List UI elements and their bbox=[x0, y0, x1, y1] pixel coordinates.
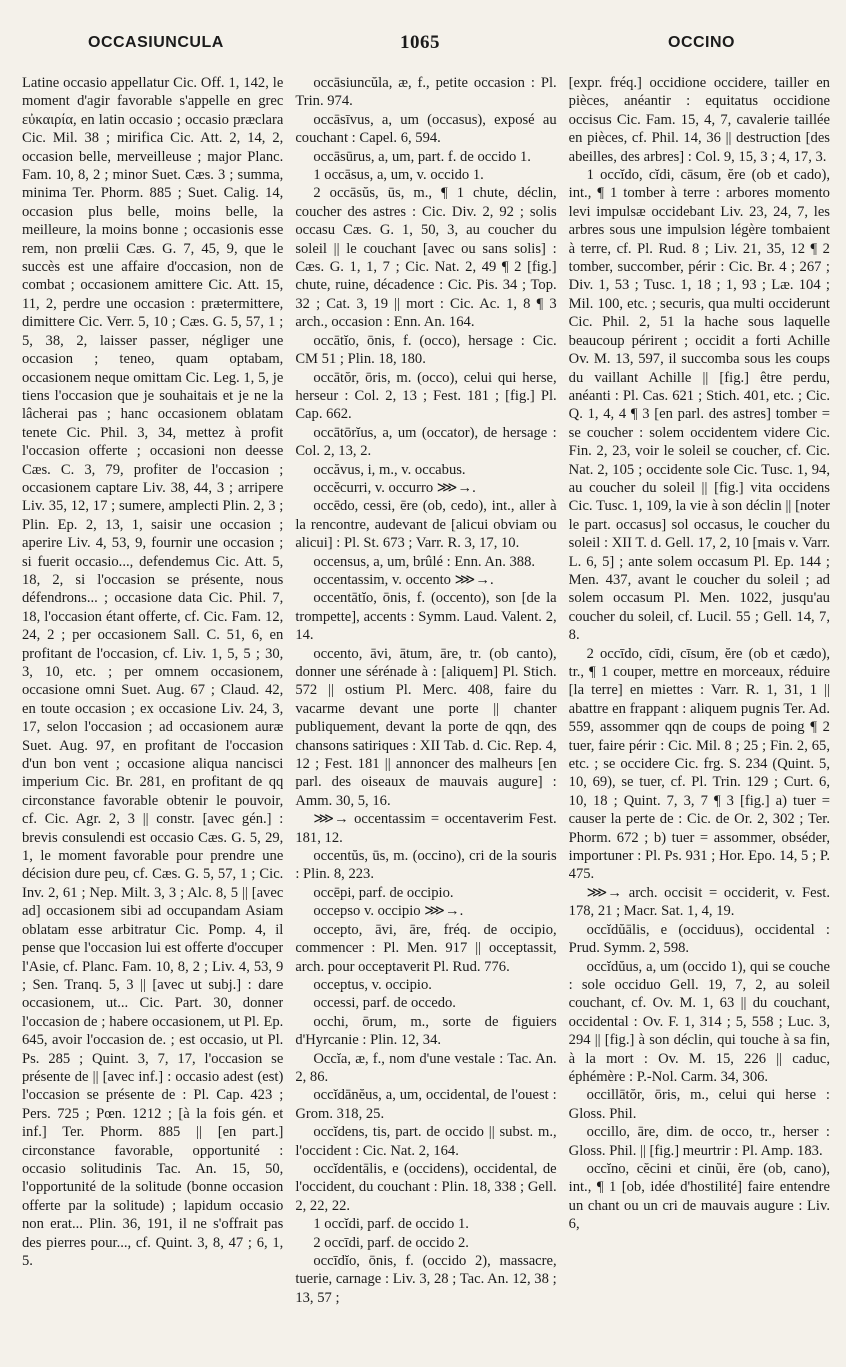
dictionary-entry: Latine occasio appellatur Cic. Off. 1, 142, le moment d'agir favorable s'appelle en grec εὐκαιρία, en latin occasio ; occasio præclara Cic. Mil. 38 ; mirifica Cic. Att. 2, 14, 2, occasion belle, merveilleuse ; major Planc. Fam. 10, 8, 2 ; minor Suet. Cæs. 3 ; summa, minima Ter. Phorm. 885 ; Suet. Calig. 14, occasion plus belle, moins belle, la meilleure, la moins bonne ; occasionis esse rem, non prœlii Cæs. G. 7, 45, 9, que le succès est une affaire d'occasion, non de combat ; occasionem amittere Cic. Att. 15, 11, 2, perdre une occasion : prætermittere, dimittere Cic. Verr. 5, 10 ; Cæs. G. 5, 57, 1 ; 5, 38, 2, laisser passer, négliger une occasion ; teneo, quam optabam, occasionem neque omittam Cic. Leg. 1, 5, je tiens l'occasion que je souhaitais et je ne la lâcherai pas ; hanc occasionem oblatam tenete Cic. Phil. 3, 34, mettez à profit l'occasion offerte ; occasioni non deesse Cæs. C. 3, 79, profiter de l'occasion ; occasionem captare Liv. 38, 44, 3 ; arripere Liv. 35, 12, 17 ; sumere, amplecti Plin. 2, 3 ; Plin. Ep. 2, 13, 1, saisir une occasion ; aperire Liv. 4, 53, 9, fournir une occasion ; si fuerit occasio..., defendemus Cic. Att. 5, 18, 2, si l'occasion se présente, nous défendrons... ; occasione data Cic. Phil. 7, 18, l'occasion étant offerte, cf. Cic. Fam. 12, 24, 2 ; per occasionem Sall. C. 51, 6, en profitant de l'occasion, cf. Liv. 1, 5, 5 ; 30, 3, 10, etc. ; per omnem occasionem, occasione omni Suet. Aug. 67 ; Claud. 42, en toute occasion ; ex occasione Liv. 24, 3, 17, selon l'occasion ; ad occasionem auræ Suet. Aug. 97, en profitant de l'occasion d'un bon vent ; occasione aliqua nancisci imperium Cic. Br. 281, en profitant de qq circonstance favorable obtenir le pouvoir, cf. Cic. Agr. 2, 3 || constr. [avec gén.] : brevis consulendi est occasio Cæs. G. 5, 29, 1, le moment favorable pour prendre une décision dure peu, cf. Cæs. G. 5, 57, 1 ; Cic. Inv. 2, 61 ; Nep. Milt. 3, 3 ; Alc. 8, 5 || [avec ad] occasionem sibi ad occupandam Asiam oblatam esse arbitratur Cic. Pomp. 4, il pense que l'occasion lui est offerte d'occuper l'Asie, cf. Planc. Fam. 10, 8, 2 ; Liv. 4, 53, 9 ; Sen. Tranq. 5, 3 || [avec ut subj.] : dare occasionem, ut... Cic. Part. 30, donner l'occasion de ; habere occasionem, ut Pl. Ep. 645, avoir l'occasion de. ; est occasio, ut Pl. Ps. 285 ; Quint. 3, 7, 17, l'occasion se présente de || [avec inf.] : occasio adest (est) l'occasion se présente de : Pl. Cap. 423 ; Pers. 725 ; Pœn. 1212 ; [à la fois gén. et inf.] Ter. Phorm. 885 || [en part.] circonstance favorable, opportunité : occasio solitudinis Tac. An. 15, 50, l'opportunité de la solitude (bonne occasion offerte par la solitude) ; lapidum occasio non erat... Plin. 36, 191, il ne s'offrait pas des pierres pour..., cf. Quint. 3, 8, 47 ; 6, 1, 5. bbox=[22, 75, 284, 1269]
dictionary-entry: occessi, parf. de occedo. bbox=[313, 995, 456, 1012]
dictionary-entry: 1 occĭdo, cĭdi, cāsum, ĕre (ob et cado), int., ¶ 1 tomber à terre : arbores momento levi impulsæ occidebant Liv. 23, 24, 7, les arbres sous une impulsion légère tombaient à terre, cf. Pl. Rud. 8 ; Liv. 21, 35, 12 ¶ 2 tomber, succomber, périr : Cic. Br. 4 ; 267 ; Div. 1, 53 ; Tusc. 1, 18 ; 1, 93 ; Læ. 104 ; Mil. 100, etc. ; securis, qua multi occiderunt Cic. Phil. 2, 51 la hache sous laquelle beaucoup périrent ; occidit a forti Achille Ov. M. 13, 597, il succomba sous les coups du vaillant Achille || [fig.] être perdu, anéanti : Pl. Cas. 621 ; Stich. 401, etc. ; Cic. Q. 1, 4, 4 ¶ 3 [en parl. des astres] tomber = se coucher : solem occidentem videre Cic. Fin. 2, 23, voir le soleil se coucher, cf. Cic. Nat. 2, 105 ; occidente sole Cic. Tusc. 1, 94, au coucher du soleil || [fig.] vita occidens Cic. Tusc. 1, 109, la vie à son déclin || [noter le part. occasus] sol occasus, le coucher du soleil : XII T. d. Gell. 17, 2, 10 [mais v. Varr. L. 6, 5] ; ante solem occasum Pl. Ep. 144 ; Men. 437, avant le coucher du soleil ; ad solem occasum Pl. Men. 1022, jusqu'au coucher du soleil, cf. Lucil. 55 ; Gell. 14, 7, 8. bbox=[568, 167, 830, 644]
dictionary-entry: 2 occāsŭs, ūs, m., ¶ 1 chute, déclin, coucher des astres : Cic. Div. 2, 92 ; solis occasu Cæs. G. 1, 50, 3, au coucher du soleil || le couchant [avec ou sans solis] : Cæs. G. 1, 1, 7 ; Cic. Nat. 2, 49 ¶ 2 [fig.] chute, ruine, décadence : Cic. Pis. 34 ; Top. 32 ; Cat. 3, 19 || mort : Cic. Ac. 1, 8 ¶ 3 arch., occasion : Enn. An. 164. bbox=[295, 185, 557, 331]
column-3 bbox=[569, 74, 830, 1359]
dictionary-entry: occento, āvi, ātum, āre, tr. (ob canto), donner une sérénade à : [aliquem] Pl. Stich. 572 || ostium Pl. Merc. 408, faire du vacarme devant une porte || chanter publiquement, devant la porte de qqn, des chansons satiriques : XII Tab. d. Cic. Rep. 4, 12 ; Fest. 181 || annoncer des malheurs [en parl. des oiseaux de mauvais augure] : Amm. 30, 5, 16. bbox=[295, 645, 557, 809]
dictionary-entry: occentŭs, ūs, m. (occino), cri de la souris : Plin. 8, 223. bbox=[295, 848, 557, 883]
dictionary-entry: occăvus, i, m., v. occabus. bbox=[313, 461, 466, 478]
header-first-headword: OCCASIUNCULA bbox=[88, 34, 224, 51]
dictionary-entry: occĭdŭus, a, um (occido 1), qui se couche : sole occiduo Gell. 19, 7, 2, au soleil couchant, cf. Ov. M. 1, 63 || du couchant, occidental : Ov. F. 1, 314 ; 5, 558 ; Luc. 3, 294 || [fig.] à son déclin, qui touche à sa fin, à la mort : Ov. M. 15, 226 || caduc, éphémère : P.-Nol. Carm. 34, 306. bbox=[568, 958, 830, 1085]
dictionary-entry: occĭdentālis, e (occidens), occidental, de l'occident, du couchant : Plin. 18, 338 ; Gell. 2, 22, 22. bbox=[295, 1160, 557, 1214]
dictionary-entry: 2 occīdo, cīdi, cīsum, ĕre (ob et cædo), tr., ¶ 1 couper, mettre en morceaux, réduire [la terre] en miettes : Varr. R. 1, 31, 1 || abattre en frappant : aliquem pugnis Ter. Ad. 559, assommer qqn de coups de poing ¶ 2 tuer, faire périr : Cic. Mil. 8 ; 25 ; Fin. 2, 65, etc. ; se occidere Cic. frg. S. 234 (Quint. 5, 10, 69), se tuer, cf. Pl. Trin. 129 ; Curt. 6, 10, 18 ; Quint. 7, 3, 7 ¶ 3 [fig.] a) tuer = causer la perte de : Cic. de Or. 2, 302 ; Ter. Phorm. 672 ; b) tuer = assommer, obséder, importuner : Pl. Ps. 931 ; Hor. Epo. 14, 5 ; P. 475. bbox=[568, 645, 830, 883]
dictionary-entry: occillo, āre, dim. de occo, tr., herser : Gloss. Phil. || [fig.] meurtrir : Pl. Amp. 183. bbox=[568, 1124, 830, 1159]
dictionary-entry: 1 occĭdi, parf. de occido 1. bbox=[313, 1216, 469, 1233]
dictionary-entry: occĭdens, tis, part. de occido || subst. m., l'occident : Cic. Nat. 2, 164. bbox=[295, 1124, 557, 1159]
dictionary-entry: occīdĭo, ōnis, f. (occido 2), massacre, tuerie, carnage : Liv. 3, 28 ; Tac. An. 12, 38 ; 13, 57 ; bbox=[295, 1253, 557, 1306]
dictionary-entry: occēpi, parf. de occipio. bbox=[313, 884, 454, 901]
header-last-headword: OCCINO bbox=[668, 34, 735, 51]
dictionary-entry: occĭdŭālis, e (occiduus), occidental : Prud. Symm. 2, 598. bbox=[568, 921, 830, 957]
dictionary-entry: occāsūrus, a, um, part. f. de occido 1. bbox=[313, 148, 531, 165]
dictionary-entry: occĭdānĕus, a, um, occidental, de l'ouest : Grom. 318, 25. bbox=[295, 1087, 557, 1122]
dictionary-entry: occātōrĭus, a, um (occator), de hersage : Col. 2, 13, 2. bbox=[295, 424, 557, 460]
column-2 bbox=[295, 74, 556, 1359]
text-columns bbox=[22, 74, 830, 1359]
page-number: 1065 bbox=[400, 32, 440, 53]
dictionary-entry: occāsīvus, a, um (occasus), exposé au couchant : Capel. 6, 594. bbox=[295, 111, 557, 147]
dictionary-entry: ⋙→ arch. occisit = occiderit, v. Fest. 178, 21 ; Macr. Sat. 1, 4, 19. bbox=[568, 884, 830, 920]
dictionary-entry: occentātĭo, ōnis, f. (occento), son [de la trompette], accents : Symm. Laud. Valent. 2, 14. bbox=[295, 590, 557, 644]
dictionary-entry: occĭno, cĕcini et cinŭi, ĕre (ob, cano), int., ¶ 1 [ob, idée d'hostilité] faire entendre un chant ou un cri de mauvais augure : Liv. 6, bbox=[568, 1160, 830, 1233]
dictionary-entry: ⋙→ occentassim = occentaverim Fest. 181, 12. bbox=[295, 811, 557, 846]
dictionary-entry: occentassim, v. occento ⋙→. bbox=[313, 571, 494, 588]
dictionary-entry: occepto, āvi, āre, fréq. de occipio, commencer : Pl. Men. 917 || occeptassit, arch. pour occeptaverit Pl. Rud. 776. bbox=[295, 921, 557, 975]
dictionary-entry: occātĭo, ōnis, f. (occo), hersage : Cic. CM 51 ; Plin. 18, 180. bbox=[295, 332, 557, 368]
dictionary-entry: Occĭa, æ, f., nom d'une vestale : Tac. An. 2, 86. bbox=[295, 1050, 557, 1085]
dictionary-entry: occĕcurri, v. occurro ⋙→. bbox=[313, 479, 476, 496]
dictionary-entry: [expr. fréq.] occidione occidere, tailler en pièces, anéantir : equitatus occidione occisus Cic. Fam. 15, 4, 7, cavalerie taillée en pièces, cf. Phil. 14, 36 || destruction [des abeilles, des arbres] : Col. 9, 15, 3 ; 4, 17, 3. bbox=[568, 75, 830, 165]
dictionary-entry: occillātŏr, ōris, m., celui qui herse : Gloss. Phil. bbox=[568, 1087, 830, 1122]
dictionary-entry: occātŏr, ōris, m. (occo), celui qui herse, herseur : Col. 2, 13 ; Fest. 181 ; [fig.] Pl. Cap. 662. bbox=[295, 369, 557, 423]
running-header bbox=[0, 28, 846, 58]
dictionary-entry: occeptus, v. occipio. bbox=[313, 976, 432, 993]
dictionary-entry: occāsiuncŭla, æ, f., petite occasion : Pl. Trin. 974. bbox=[295, 75, 557, 110]
dictionary-entry: occhi, ōrum, m., sorte de figuiers d'Hyrcanie : Plin. 12, 34. bbox=[295, 1013, 557, 1049]
dictionary-entry: occensus, a, um, brûlé : Enn. An. 388. bbox=[313, 553, 536, 570]
dictionary-entry: 2 occīdi, parf. de occido 2. bbox=[313, 1234, 469, 1251]
column-1 bbox=[22, 74, 283, 1359]
dictionary-entry: occēdo, cessi, ēre (ob, cedo), int., aller à la rencontre, audevant de [alicui obviam ou alicui] : Pl. St. 673 ; Varr. R. 3, 17, 10. bbox=[295, 498, 557, 552]
dictionary-entry: 1 occāsus, a, um, v. occido 1. bbox=[313, 167, 484, 184]
dictionary-entry: occepso v. occipio ⋙→. bbox=[313, 903, 464, 920]
